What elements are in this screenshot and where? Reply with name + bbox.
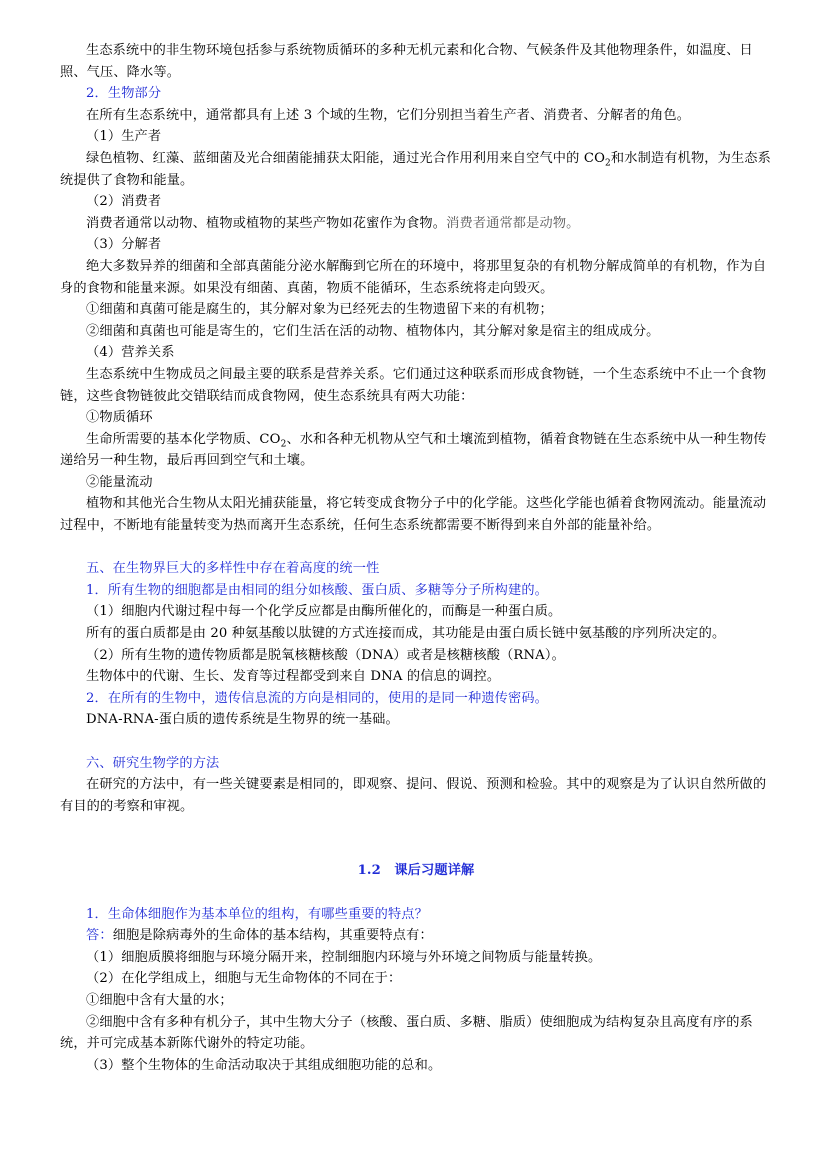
subheading-consumer: （2）消费者 [86, 194, 162, 210]
answer-label: 答： [86, 928, 113, 944]
answer-line-2: （2）在化学组成上，细胞与无生命物体的不同在于： [86, 971, 402, 987]
paragraph-cycle [60, 429, 772, 472]
paragraph-decomposer-1: ①细菌和真菌可能是腐生的，其分解对象为已经死去的生物遗留下来的有机物； [86, 302, 553, 318]
section-6-paragraph: 在研究的方法中，有一些关键要素是相同的，即观察、提问、假说、预测和检验。其中的观察是为了认识自然所做的有目的的考察和审视。 [60, 777, 767, 814]
section-5-line-3: （2）所有生物的遗传物质都是脱氧核糖核酸（DNA）或者是核糖核酸（RNA）。 [86, 647, 565, 663]
section-5-heading-1: 1．所有生物的细胞都是由相同的组分如核酸、蛋白质、多糖等分子所构建的。 [86, 582, 549, 598]
paragraph-decomposer: 绝大多数异养的细菌和全部真菌能分泌水解酶到它所在的环境中，将那里复杂的有机物分解成简单的有机物，作为自身的食物和能量来源。如果没有细菌、真菌，物质不能循环，生态系统将走向毁灭。 [60, 258, 767, 296]
producer-text-b: 和水制造有机物，为生态系统提供了食物和能量。 [60, 150, 771, 188]
paragraph-abiotic: 生态系统中的非生物环境包括参与系统物质循环的多种无机元素和化合物、气候条件及其他物理条件，如温度、日照、气压、降水等。 [60, 43, 753, 80]
answer-line-5: （3）整个生物体的生命活动取决于其组成细胞功能的总和。 [86, 1057, 442, 1073]
paragraph-biotic: 在所有生态系统中，通常都具有上述 3 个域的生物，它们分别担当着生产者、消费者、分解者的角色。 [86, 107, 691, 123]
answer-line-4: ②细胞中含有多种有机分子，其中生物大分子（核酸、蛋白质、多糖、脂质）使细胞成为结构复杂且高度有序的系统，并可完成基本新陈代谢外的特定功能。 [60, 1014, 753, 1052]
section-gap [60, 882, 772, 904]
section-gap [60, 731, 772, 753]
section-5-line-1: （1）细胞内代谢过程中每一个化学反应都是由酶所催化的，而酶是一种蛋白质。 [86, 604, 562, 620]
section-5-heading-2: 2．在所有的生物中，遗传信息流的方向是相同的，使用的是同一种遗传密码。 [86, 690, 549, 706]
consumer-text-a: 消费者通常以动物、植物或植物的某些产物如花蜜作为食物。 [86, 215, 447, 231]
paragraph-trophic: 生态系统中生物成员之间最主要的联系是营养关系。它们通过这种联系而形成食物链，一个生态系统中不止一个食物链，这些食物链彼此交错联结而成食物网，使生态系统具有两大功能： [60, 366, 767, 404]
paragraph-energy: 植物和其他光合生物从太阳光捕获能量，将它转变成食物分子中的化学能。这些化学能也循着食物网流动。能量流动过程中，不断地有能量转变为热而离开生态系统，任何生态系统都需要不断得到来自外部的能量补给。 [60, 496, 767, 534]
section-gap [60, 817, 772, 860]
section-gap [60, 537, 772, 559]
section-5-line-5: DNA-RNA-蛋白质的遗传系统是生物界的统一基础。 [86, 712, 399, 728]
answer-line-1: （1）细胞质膜将细胞与环境分隔开来，控制细胞内环境与外环境之间物质与能量转换。 [86, 949, 602, 965]
section-5-line-2: 所有的蛋白质都是由 20 种氨基酸以肽键的方式连接而成，其功能是由蛋白质长链中氨基酸的序列所决定的。 [86, 626, 726, 642]
producer-subscript: 2 [605, 158, 611, 169]
subheading-trophic: （4）营养关系 [86, 345, 175, 361]
subheading-producer: （1）生产者 [86, 129, 162, 145]
paragraph-consumer [60, 213, 772, 235]
section-5-title: 五、在生物界巨大的多样性中存在着高度的统一性 [86, 561, 380, 577]
cycle-subscript: 2 [280, 439, 287, 450]
cycle-text-b: 、水和各种无机物从空气和土壤流到植物，循着食物链在生态系统中从一种生物传递给另一种生物，最后再回到空气和土壤。 [60, 431, 767, 469]
section-1-2-title: 1.2 课后习题详解 [357, 863, 475, 879]
producer-text-a: 绿色植物、红藻、蓝细菌及光合细菌能捕获太阳能，通过光合作用利用来自空气中的 CO [86, 150, 606, 166]
subheading-biotic: 2．生物部分 [86, 86, 162, 102]
subheading-cycle: ①物质循环 [86, 410, 153, 426]
document-page [60, 40, 772, 1076]
section-5-line-4: 生物体中的代谢、生长、发育等过程都受到来自 DNA 的信息的调控。 [86, 669, 501, 685]
exercise-question-1: 1．生命体细胞作为基本单位的组构，有哪些重要的特点？ [86, 906, 428, 922]
answer-line [60, 925, 772, 947]
answer-line-3: ①细胞中含有大量的水； [86, 992, 233, 1008]
paragraph-decomposer-2: ②细菌和真菌也可能是寄生的，它们生活在活的动物、植物体内，其分解对象是宿主的组成成分。 [86, 323, 660, 339]
consumer-text-b: 消费者通常都是动物。 [446, 215, 580, 231]
subheading-decomposer: （3）分解者 [86, 237, 162, 253]
section-6-title: 六、研究生物学的方法 [86, 755, 220, 771]
subheading-energy: ②能量流动 [86, 474, 153, 490]
answer-text: 细胞是除病毒外的生命体的基本结构，其重要特点有： [112, 928, 433, 944]
cycle-text-a: 生命所需要的基本化学物质、CO [86, 431, 281, 447]
paragraph-producer [60, 148, 772, 191]
